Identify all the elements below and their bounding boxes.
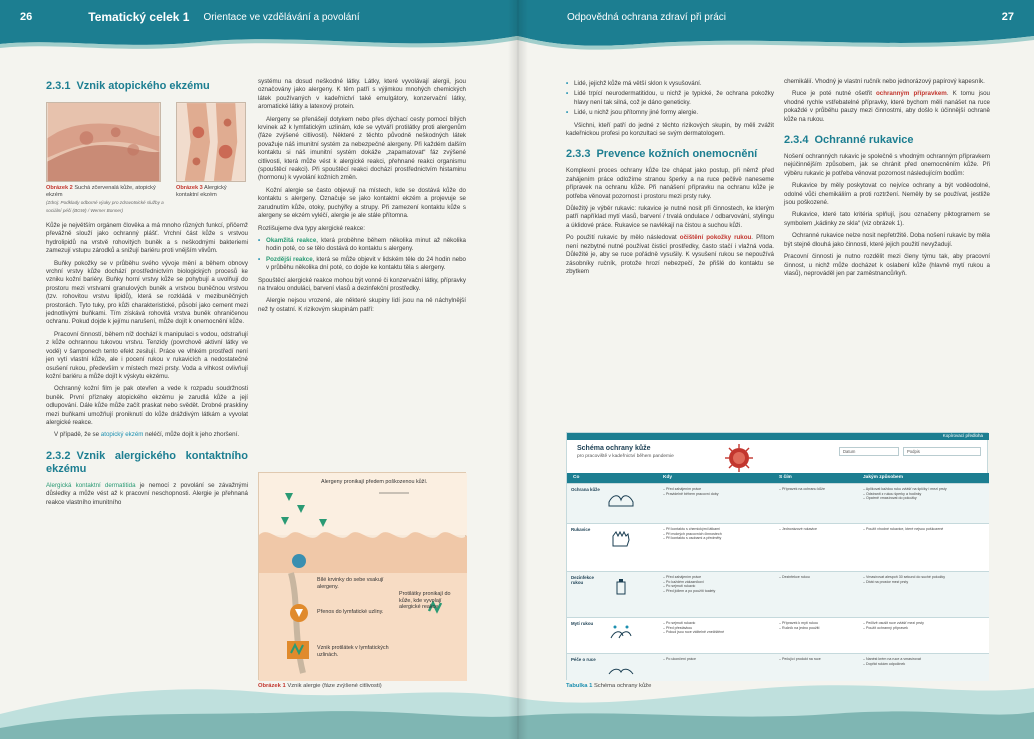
diagram-label-white-cells: Bílé krvinky do sebe vsakují alergeny. — [317, 577, 384, 590]
table-header-row — [567, 473, 989, 483]
risk-groups-list — [566, 80, 774, 118]
list-item: • Lidé, jejichž kůže má větší sklon k vysušování. — [566, 80, 774, 88]
paragraph: Rukavice, které tato kritéria splňují, jsou označeny piktogramem se symbolem „kádinky ze skla“ (viz obrázek 1). — [784, 211, 990, 227]
paragraph: Pracovní činnosti je nutno rozdělit mezi členy týmu tak, aby pracovní činnost, u nichž může docházet k oslabení kůže (hlavně mytí rukou a vlasů), neprováděl jen par zaměstnanců/kyň. — [784, 253, 990, 277]
list-item: • Lidé trpící neurodermatitidou, u nichž je typické, že ochrana pokožky hlavy není tak silná, což je dáno geneticky. — [566, 90, 774, 107]
figure-2-caption: Obrázek 2 Suchá zčervenalá kůže, atopický ekzém (Zdroj: Podklady odborné výuky pro zdravotnické služby a sociální péči (BGW) / Werner Bonner) — [46, 185, 164, 213]
list-item: • Lidé, u nichž jsou přítomny jiné formy alergie. — [566, 109, 774, 117]
photo-dry-skin-hands — [46, 102, 161, 182]
paragraph: Komplexní proces ochrany kůže lze chápat jako postup, při němž před zahájením práce odložíme stranou šperky a na ruce pečlivě naneseme přípravek na ochranu kůže. Při nanášení přípravku na ochranu kůže je potřeba věnovat pozornost i prostoru mezi prsty ruky. — [566, 167, 774, 200]
column-header: Jakým způsobem — [863, 475, 903, 480]
right-column-2 — [784, 78, 990, 282]
paragraph: Ochranné rukavice nelze nosit nepřetržitě. Doba nošení rukavic by měla být stejně dlouhá jako činnosti, které jejich použití nevyžadují. — [784, 232, 990, 248]
column-header: Co — [573, 475, 580, 480]
paragraph: chemikálií. Vhodný je vlastní ručník nebo jednorázový papírový kapesník. — [784, 78, 985, 85]
heading-2-3-2: 2.3.2 Vznik alergického kontaktního ekzému — [46, 449, 248, 475]
paragraph: Spouštěcí alergické reakce mohou být vonné či konzervační látky, přípravky na trvalou onduláci, barvení vlasů a dezinfekční prostředky. — [258, 276, 466, 292]
right-column-1 — [566, 78, 774, 280]
heading-2-3-4: 2.3.4 Ochranné rukavice — [784, 134, 914, 147]
section-title: Tematický celek 1 — [88, 10, 190, 24]
table-cell: – Po ukončení práce — [663, 657, 696, 661]
table-cell: – Dezinfekce rukou — [779, 575, 810, 579]
table-cell: – Aplikovat každou ruku zvlášť na špičky i mezi prsty – Odstranit z rukou šperky a hodinky – Opatrně vmasírovat do pokožky — [863, 487, 947, 501]
left-page-header — [0, 0, 517, 34]
hand-washing-icon — [607, 624, 635, 642]
figure-1-caption: Obrázek 1 Vznik alergie (fáze zvýšené citlivosti) — [258, 683, 382, 689]
left-column-2 — [258, 78, 466, 318]
left-column-1-body — [46, 222, 248, 511]
paragraph: Důležitý je výběr rukavic: rukavice je nutné nosit při činnostech, ke kterým patří například mytí vlasů, barvení / trvalá ondulace / odbarvování, stylingu a úklidové práce. Rukavice se navlékají na čistou a suchou kůži. — [566, 205, 774, 229]
book-gutter — [508, 0, 528, 739]
paragraph: Po použití rukavic by mělo následovat očištění pokožky rukou. Přitom není nezbytné nutné používat čisticí prostředky, často stačí i vlažná voda. Důležité je, aby se ruce pořádně vysušily. K vysušení rukou se nepoužívá zásobníky ručník, protože hrozí nebezpečí, že přišlé do kontaktu se zbytkem — [566, 234, 774, 275]
paragraph: Ruce je poté nutné ošetřit ochranným přípravkem. K tomu jsou vhodné rychle vstřebatelné přípravky, které bychom měli nanášet na ruce pokaždé v průběhu pauzy mezi činnostmi, aby došlo k účinnější ochraně kůže na rukou. — [784, 90, 990, 123]
column-header: S čím — [779, 475, 792, 480]
disinfection-icon — [607, 578, 635, 596]
right-page-header — [517, 0, 1034, 34]
paragraph: systému na dosud neškodné látky. Látky, které vyvolávají alergii, jsou označovány jako alergeny. K těm patří s výjimkou mnohých chemických látek používaných v kadeřnictví také emulgátory, konzervační látky, aromatické látky a latexový protein. — [258, 78, 466, 111]
table-title: Schéma ochrany kůže — [577, 445, 651, 452]
allergy-diagram — [258, 472, 466, 680]
diagram-label-lymph-transfer: Přenos do lymfatické uzliny. — [317, 609, 384, 615]
table-cell: – Použít vhodné rukavice, které nejsou poškozené — [863, 527, 944, 531]
paragraph: Rozlišujeme dva typy alergické reakce: — [258, 224, 365, 232]
row-label: Ochrana kůže — [571, 487, 600, 492]
date-field[interactable]: Datum — [839, 447, 899, 456]
glove-icon — [607, 530, 635, 548]
hand-cream-icon — [607, 490, 635, 508]
paragraph: Pracovní činností, během níž dochází k manipulaci s vodou, odstraňují z kůže ochrannou tukovou vrstvu. Tenzidy (povrchově aktivní látky ve vodě) v šamponech tento efekt zesilují. Práce ve vlhkém prostředí není jen vytí vlastní kůže, ale i pocení rukou v rukavicích a nedostatečné osušení rukou, především v místech mezi prsty. Voda a vlhkost ovlivňují kožní bariéru a může dojít k výskytu ekzému. — [46, 330, 248, 380]
table-subtitle: pro pracoviště v kadeřnictví během pandemie — [577, 454, 674, 459]
diagram-label-antibody-formation: Vznik protilátek v lymfatických uzlinách. — [317, 645, 389, 658]
table-cell: – Při kontaktu s chemickými látkami – Při mokrých pracovních činnostech – Při kontaktu s osobami a předměty — [663, 527, 722, 541]
row-label: Rukavice — [571, 527, 591, 532]
left-page-number: 26 — [20, 11, 33, 23]
reaction-types-list — [258, 237, 466, 273]
right-page-number: 27 — [1001, 11, 1014, 23]
paragraph: V případě, že se atopický ekzém neléčí, může dojít k jeho zhoršení. — [54, 431, 240, 439]
signature-field[interactable]: Podpis — [903, 447, 981, 456]
paragraph: Alergeny se přenášejí dotykem nebo přes dýchací cesty pomocí bílých krvinek až k lymfatickým uzlinám, kde se vytváří protilátky proti alergenům (fáze zvýšené citlivosti). Některé z těchto původně neškodných látek považuje náš imunitní systém za nebezpečné alergeny. Při každém dalším kontaktu si náš imunitní systém dokáže „zapamatovat“ fáz zvýšené citlivosti, která může vést k alergické reakci, přehnané reakci organismu (spouštěcí reakci). Při spouštěcí reakci dochází prostřednictvím histaminu (hormonu) k vyvolání kožních změn. — [258, 115, 466, 182]
table-cell: – Vmasírovat alespoň 30 sekund do suché pokožky – Dbát na prostor mezi prsty — [863, 575, 946, 584]
paragraph: Alergická kontaktní dermatitida je nemocí z povolání se závažnými důsledky a může vést až k pracovní neschopnosti. Alergie je přehnaná reakce vlastního imunitního — [46, 481, 249, 506]
paragraph: Nošení ochranných rukavic je společně s vhodným ochranným přípravkem nejúčinnějším způsobem, jak se chránit před onemocněním kůže. Při výběru rukavic je potřeba věnovat pozornost následujícím bodům: — [784, 153, 990, 177]
table-cell: – Před zahájením práce – Po každém zákazníkovi – Po sejmutí rukavic – Před jídlem a po použití toalety — [663, 575, 716, 593]
paragraph: Ochranný kožní film je pak otevřen a vede k rozpadu soudržnosti buněk. První příznaky atopického ekzému je zarudlá kůže a její odlupování. Dále kůže může začít praskat nebo svědět. Drobné praskliny mezi buňkami umožňují proniknutí do kůže dráždivým látkám a vyvolat alergické reakce. — [46, 385, 248, 426]
heading-2-3-3: 2.3.3 Prevence kožních onemocnění — [566, 148, 758, 161]
table-row — [567, 653, 989, 681]
skin-protection-schema-table — [566, 432, 988, 680]
table-cell: – Přípravek na ochranu kůže — [779, 487, 825, 491]
left-running-title: Orientace ve vzdělávání a povolání — [203, 11, 360, 23]
table-row — [567, 617, 989, 653]
table-1-caption: Tabulka 1 Schéma ochrany kůže — [566, 683, 652, 689]
table-cell: – Nanést krém na ruce a vmasírovat – Dopřát rukám odpočinek — [863, 657, 921, 666]
row-label: Dezinfekce rukou — [571, 575, 594, 585]
diagram-label-antibodies-react: Protilátky pronikají do kůže, kde vyvolají alergické reakce — [399, 591, 451, 611]
hand-care-icon — [607, 660, 635, 678]
paragraph: Všichni, kteří patří do jedné z těchto rizikových skupin, by měli zvážit kadeřnickou profesi po konzultaci se svým dermatologem. — [566, 121, 774, 138]
heading-2-3-1: 2.3.1 Vznik atopického ekzému — [46, 80, 210, 92]
table-row — [567, 571, 989, 617]
diagram-label-allergens-penetrate: Alergeny pronikají předem poškozenou kůží. — [321, 479, 428, 485]
column-header: Kdy — [663, 475, 673, 480]
paragraph: Rukavice by měly poskytovat co nejvíce ochrany a být voděodolné, odolné vůči chemikáliím a proti roztržení. Neměly by se používat, jestliže jsou poškozené. — [784, 182, 990, 207]
table-top-band: Kopírovací předloha — [567, 433, 989, 440]
paragraph: Kůže je největším orgánem člověka a má mnoho různých funkcí, přičemž převážně slouží jako ochranný plášť. Vrchní část kůže s vrstvou hydrolipidů na vrstvě rohovitých buněk a s neškodnými bakteriemi zamezují vstupu zárodků a snižují bariéru proti vnějším vlivům. — [46, 222, 248, 255]
table-cell: – Před zahájením práce – Pravidelně během pracovní doby — [663, 487, 719, 496]
table-cell: – Po sejmutí rukavic – Před přestávkou – Pokud jsou ruce viditelně znečištěné — [663, 621, 725, 635]
row-label: Péče o ruce — [571, 657, 596, 662]
paragraph: Buňky pokožky se v průběhu svého vývoje mění a během obnovy vrchní vrstvy kůže dochází prostřednictvím biologických procesů ke vzniku kožní bariéry. Buňky horní vrstvy kůže se pohybují a uvolňují do prostoru mezi vrstvami granulových buněk a vrstvou buněčnou vrstvou (tzv. rohovitou vrstvu lipidů), která se rozkládá v mezibuněčných prostorách. Tyto tuky, pro kůži charakteristické, působí jako cement mezi jednotlivými buňkami. Tím získává rohovitá vrstva buněk ohraničenou ochranu. Pokud dojde k jejímu narušení, může dojít k onemocnění kůže. — [46, 259, 248, 326]
row-label: Mytí rukou — [571, 621, 594, 626]
list-item: • Pozdější reakce, která se může objevit v lidském těle do 24 hodin nebo v průběhu několika dní poté, co dojde ke kontaktu těla s alergeny. — [258, 256, 466, 273]
paragraph: Kožní alergie se často objevují na místech, kde se dostává kůže do kontaktu s alergeny. Označuje se jako kontaktní ekzém a projevuje se zarudnutím kůže, otoky, puchýřky a strupy. Při zamezení kontaktu kůže s alergeny se ekzém vyléčí, alergie je ale stále přítomna. — [258, 186, 466, 220]
photo-allergic-contact-eczema — [176, 102, 246, 182]
right-running-title: Odpovědná ochrana zdraví při práci — [567, 11, 726, 23]
table-row — [567, 523, 989, 571]
table-cell: – Pečlivě osušit ruce zvlášť mezi prsty – Použít ochranný přípravek — [863, 621, 924, 630]
left-column-1 — [46, 78, 246, 99]
paragraph: Alergie nejsou vrozené, ale některé skupiny lidí jsou na ně náchylnější než ty ostatní. K rizikovým skupinám patří: — [258, 297, 466, 313]
list-item: • Okamžitá reakce, která proběhne během několika minut až několika hodin poté, co se tělo dostává do kontaktu s alergeny. — [258, 237, 466, 254]
virus-icon — [717, 443, 761, 473]
figure-3-caption: Obrázek 3 Alergický kontaktní ekzém — [176, 185, 227, 198]
table-row — [567, 483, 989, 523]
table-cell: – Pečující produkt na ruce — [779, 657, 821, 661]
table-cell: – Přípravek k mytí rukou – Ručník na jedno použití — [779, 621, 820, 630]
table-cell: – Jednorázové rukavice — [779, 527, 817, 531]
